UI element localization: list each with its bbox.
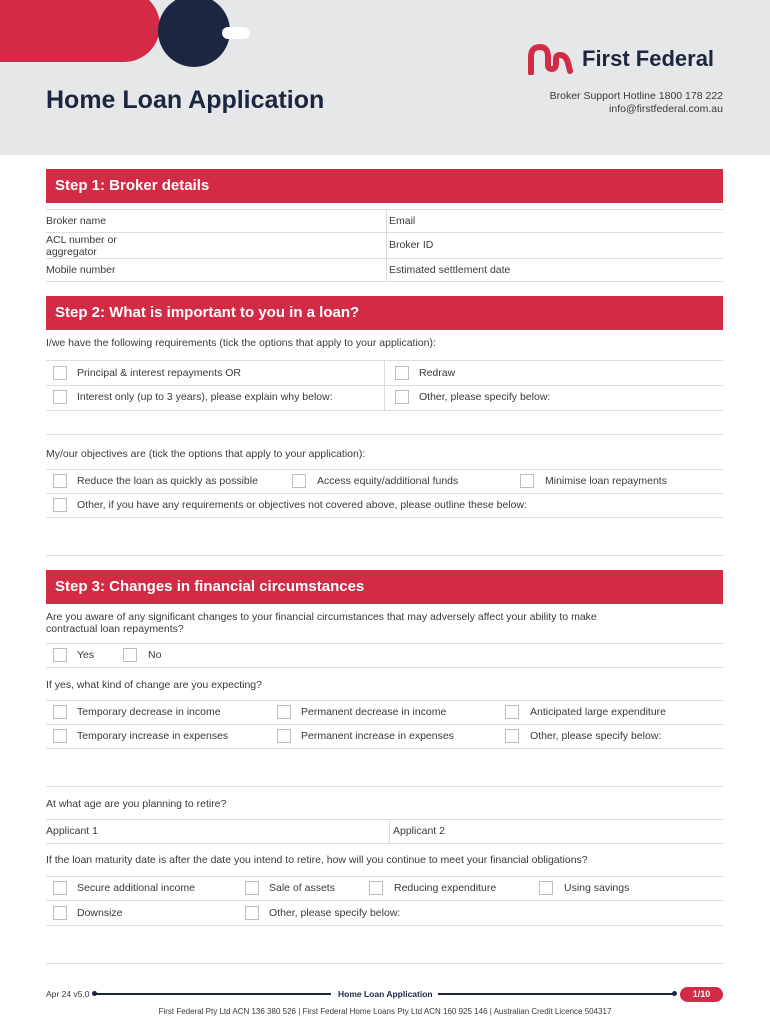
divider — [46, 281, 723, 282]
secure-income-label: Secure additional income — [77, 882, 195, 894]
divider — [46, 209, 723, 210]
using-savings-label: Using savings — [564, 882, 630, 894]
redraw-label: Redraw — [419, 367, 456, 379]
footer-legal: First Federal Pty Ltd ACN 136 380 526 | First Federal Home Loans Pty Ltd ACN 160 925 146 | Australian Credit Licence 504317 — [158, 1007, 612, 1016]
reducing-expenditure-checkbox[interactable] — [369, 881, 383, 895]
access-equity-checkbox[interactable] — [292, 474, 306, 488]
reducing-expenditure-label: Reducing expenditure — [394, 882, 497, 894]
divider — [46, 385, 723, 386]
change-question: If yes, what kind of change are you expecting? — [46, 679, 262, 691]
other-objectives-checkbox[interactable] — [53, 498, 67, 512]
secure-income-checkbox[interactable] — [53, 881, 67, 895]
step1-heading: Step 1: Broker details — [46, 169, 723, 203]
divider — [46, 819, 723, 820]
using-savings-checkbox[interactable] — [539, 881, 553, 895]
maturity-question: If the loan maturity date is after the date you intend to retire, how will you continue to meet your financial obligations? — [46, 854, 588, 866]
divider — [46, 900, 723, 901]
redraw-checkbox[interactable] — [395, 366, 409, 380]
contact-info — [550, 90, 723, 116]
email-label: Email — [389, 215, 416, 227]
permanent-decrease-checkbox[interactable] — [277, 705, 291, 719]
access-equity-label: Access equity/additional funds — [317, 475, 459, 487]
first-federal-logo — [528, 42, 714, 76]
divider — [46, 232, 723, 233]
other-change-label: Other, please specify below: — [530, 730, 662, 742]
objectives-prompt: My/our objectives are (tick the options that apply to your application): — [46, 448, 366, 460]
write-in-line[interactable] — [46, 555, 723, 556]
yes-checkbox[interactable] — [53, 648, 67, 662]
divider — [46, 258, 723, 259]
temporary-increase-label: Temporary increase in expenses — [77, 730, 229, 742]
anticipated-expenditure-checkbox[interactable] — [505, 705, 519, 719]
support-email: info@firstfederal.com.au — [609, 103, 723, 115]
reduce-loan-checkbox[interactable] — [53, 474, 67, 488]
footer-dot — [672, 991, 677, 996]
decorative-navy-circle — [158, 0, 230, 67]
aware-question-line1: Are you aware of any significant changes to your financial circumstances that may adversely affect your ability to make — [46, 611, 597, 623]
footer-dot — [92, 991, 97, 996]
page-number-badge: 1/10 — [680, 987, 723, 1002]
divider — [46, 667, 723, 668]
other-obligations-label: Other, please specify below: — [269, 907, 401, 919]
permanent-increase-label: Permanent increase in expenses — [301, 730, 454, 742]
broker-id-label: Broker ID — [389, 239, 434, 251]
no-checkbox[interactable] — [123, 648, 137, 662]
mobile-label: Mobile number — [46, 264, 116, 276]
page-header — [0, 0, 770, 155]
footer-version: Apr 24 v5.0 — [46, 989, 90, 999]
divider — [389, 819, 390, 843]
divider — [46, 843, 723, 844]
temporary-decrease-checkbox[interactable] — [53, 705, 67, 719]
divider — [46, 410, 723, 411]
acl-label: ACL number or aggregator — [46, 234, 117, 258]
decorative-red-pill — [0, 0, 160, 62]
reduce-loan-label: Reduce the loan as quickly as possible — [77, 475, 258, 487]
other-change-checkbox[interactable] — [505, 729, 519, 743]
interest-only-label: Interest only (up to 3 years), please explain why below: — [77, 391, 333, 403]
footer-rule-left — [95, 993, 331, 995]
applicant2-label: Applicant 2 — [393, 825, 445, 837]
downsize-label: Downsize — [77, 907, 123, 919]
footer-rule-right — [438, 993, 674, 995]
other-requirements-checkbox[interactable] — [395, 390, 409, 404]
applicant1-label: Applicant 1 — [46, 825, 98, 837]
requirements-prompt: I/we have the following requirements (tick the options that apply to your application): — [46, 337, 436, 349]
other-requirements-label: Other, please specify below: — [419, 391, 551, 403]
downsize-checkbox[interactable] — [53, 906, 67, 920]
decorative-white-pill — [222, 27, 250, 39]
divider — [46, 748, 723, 749]
temporary-increase-checkbox[interactable] — [53, 729, 67, 743]
settlement-label: Estimated settlement date — [389, 264, 511, 276]
no-label: No — [148, 649, 162, 661]
divider — [386, 209, 387, 281]
other-obligations-checkbox[interactable] — [245, 906, 259, 920]
sale-of-assets-label: Sale of assets — [269, 882, 335, 894]
temporary-decrease-label: Temporary decrease in income — [77, 706, 221, 718]
divider — [46, 469, 723, 470]
divider — [46, 643, 723, 644]
divider — [46, 925, 723, 926]
divider — [46, 517, 723, 518]
yes-label: Yes — [77, 649, 95, 661]
step3-heading: Step 3: Changes in financial circumstances — [46, 570, 723, 604]
sale-of-assets-checkbox[interactable] — [245, 881, 259, 895]
write-in-line[interactable] — [46, 963, 723, 964]
document-title: Home Loan Application — [46, 86, 325, 114]
interest-only-checkbox[interactable] — [53, 390, 67, 404]
aware-question-line2: contractual loan repayments? — [46, 623, 184, 635]
write-in-line[interactable] — [46, 434, 723, 435]
minimise-repayments-label: Minimise loan repayments — [545, 475, 667, 487]
principal-interest-label: Principal & interest repayments OR — [77, 367, 241, 379]
retire-question: At what age are you planning to retire? — [46, 798, 227, 810]
footer-title: Home Loan Application — [338, 989, 433, 999]
anticipated-expenditure-label: Anticipated large expenditure — [530, 706, 667, 718]
divider — [46, 493, 723, 494]
write-in-line[interactable] — [46, 786, 723, 787]
permanent-increase-checkbox[interactable] — [277, 729, 291, 743]
support-hotline: Broker Support Hotline 1800 178 222 — [549, 90, 723, 102]
divider — [46, 724, 723, 725]
step2-heading: Step 2: What is important to you in a loan? — [46, 296, 723, 330]
divider — [46, 876, 723, 877]
broker-name-label: Broker name — [46, 215, 107, 227]
other-objectives-label: Other, if you have any requirements or objectives not covered above, please outline these below: — [77, 499, 528, 511]
principal-interest-checkbox[interactable] — [53, 366, 67, 380]
divider — [46, 700, 723, 701]
brand-name: First Federal — [582, 46, 715, 71]
logo-mark-icon — [528, 43, 574, 75]
permanent-decrease-label: Permanent decrease in income — [301, 706, 447, 718]
minimise-repayments-checkbox[interactable] — [520, 474, 534, 488]
